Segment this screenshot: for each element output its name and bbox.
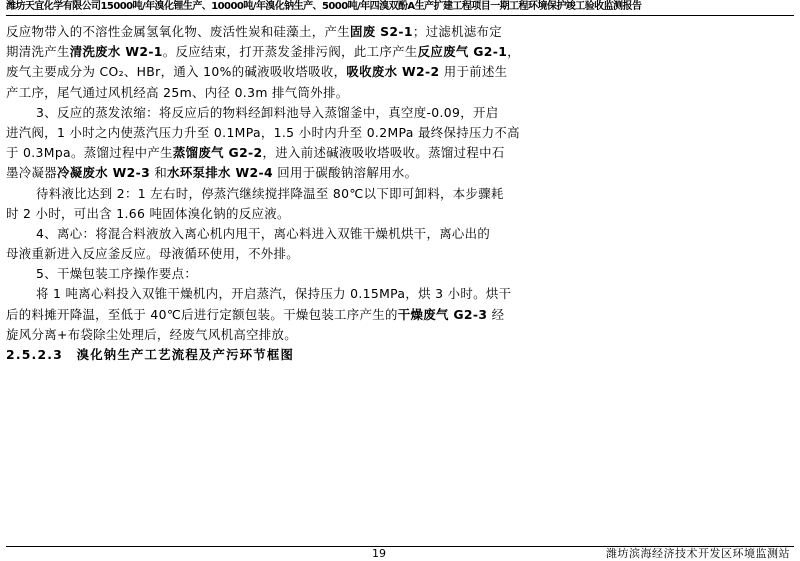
text-segment: 母液重新进入反应釜反应。母液循环使用，不外排。 xyxy=(6,246,300,262)
page-number: 19 xyxy=(372,547,386,560)
emphasized-term: 冷凝废水 W2-3 xyxy=(56,165,151,181)
text-line xyxy=(6,42,786,62)
text-line xyxy=(6,143,786,163)
text-segment: ；过滤机滤布定 xyxy=(412,24,503,39)
text-line xyxy=(6,62,786,82)
text-segment: 旋风分离+布袋除尘处理后，经废气风机高空排放。 xyxy=(6,326,298,342)
text-segment: 于 0.3Mpa。蒸馏过程中产生 xyxy=(6,145,173,161)
text-segment: 用于前述生 xyxy=(439,64,508,80)
text-segment: 后的料摊开降温，至低于 40℃后进行定额包装。干燥包装工序产生的 xyxy=(6,306,398,322)
text-segment: 经 xyxy=(487,306,505,322)
emphasized-term: 固废 S2-1 xyxy=(350,24,413,39)
text-segment: ， xyxy=(507,44,520,60)
text-segment: 进汽阀，1 小时之内使蒸汽压力升至 0.1MPa，1.5 小时内升至 0.2MPa 最终保持压力不高 xyxy=(6,124,520,140)
header-divider xyxy=(6,15,794,16)
running-header: 潍坊天宜化学有限公司15000吨/年溴化锂生产、10000吨/年溴化钠生产、5000吨/年四溴双酚A生产扩建工程项目一期工程环境保护竣工验收监测报告 xyxy=(6,1,642,12)
text-segment: 期清洗产生 xyxy=(6,44,70,60)
text-line xyxy=(6,224,786,244)
emphasized-term: 反应废气 G2-1 xyxy=(417,44,508,60)
text-line xyxy=(6,184,786,204)
footer-organization: 潍坊滨海经济技术开发区环境监测站 xyxy=(606,547,790,560)
paragraph-lines xyxy=(6,22,786,345)
text-line xyxy=(6,264,786,284)
text-segment: ，进入前述碱液吸收塔吸收。蒸馏过程中石 xyxy=(262,145,505,161)
emphasized-term: 干燥废气 G2-3 xyxy=(397,306,488,322)
text-line xyxy=(6,244,786,264)
text-line xyxy=(6,325,786,345)
text-segment: 4、离心：将混合料液放入离心机内甩干，离心料进入双锥干燥机烘干，离心出的 xyxy=(36,225,491,241)
emphasized-term: 蒸馏废气 G2-2 xyxy=(172,145,263,161)
text-segment: 反应物带入的不溶性金属氢氧化物、废活性炭和硅藻土，产生 xyxy=(6,24,350,39)
text-segment: 待料液比达到 2：1 左右时，停蒸汽继续搅拌降温至 80℃以下即可卸料，本步骤耗 xyxy=(36,185,504,201)
text-segment: 废气主要成分为 CO₂、HBr，通入 10%的碱液吸收塔吸收， xyxy=(6,64,347,80)
text-line xyxy=(6,204,786,224)
emphasized-term: 清洗废水 W2-1 xyxy=(69,44,163,60)
text-line xyxy=(6,83,786,103)
text-segment: 。反应结束，打开蒸发釜排污阀，此工序产生 xyxy=(162,44,418,60)
text-segment: 5、干燥包装工序操作要点： xyxy=(36,266,198,282)
text-line xyxy=(6,103,786,123)
text-line xyxy=(6,284,786,304)
text-line xyxy=(6,163,786,183)
text-segment: 3、反应的蒸发浓缩：将反应后的物料经卸料池导入蒸馏釜中，真空度-0.09，开启 xyxy=(36,104,499,120)
text-segment: 回用于碳酸钠溶解用水。 xyxy=(272,165,418,181)
emphasized-term: 吸收废水 W2-2 xyxy=(346,64,440,80)
text-segment: 和 xyxy=(150,165,168,181)
section-heading: 2.5.2.3 溴化钠生产工艺流程及产污环节框图 xyxy=(6,347,295,362)
text-segment: 墨冷凝器 xyxy=(6,165,57,181)
text-segment: 时 2 小时，可出含 1.66 吨固体溴化钠的反应液。 xyxy=(6,205,290,221)
text-line xyxy=(6,305,786,325)
text-line xyxy=(6,22,786,42)
text-segment: 将 1 吨离心料投入双锥干燥机内，开启蒸汽，保持压力 0.15MPa，烘 3 小时。烘干 xyxy=(36,286,512,302)
document-body xyxy=(6,22,786,365)
text-line xyxy=(6,123,786,143)
emphasized-term: 水环泵排水 W2-4 xyxy=(167,165,273,181)
text-segment: 产工序，尾气通过风机经高 25m、内径 0.3m 排气筒外排。 xyxy=(6,84,349,100)
